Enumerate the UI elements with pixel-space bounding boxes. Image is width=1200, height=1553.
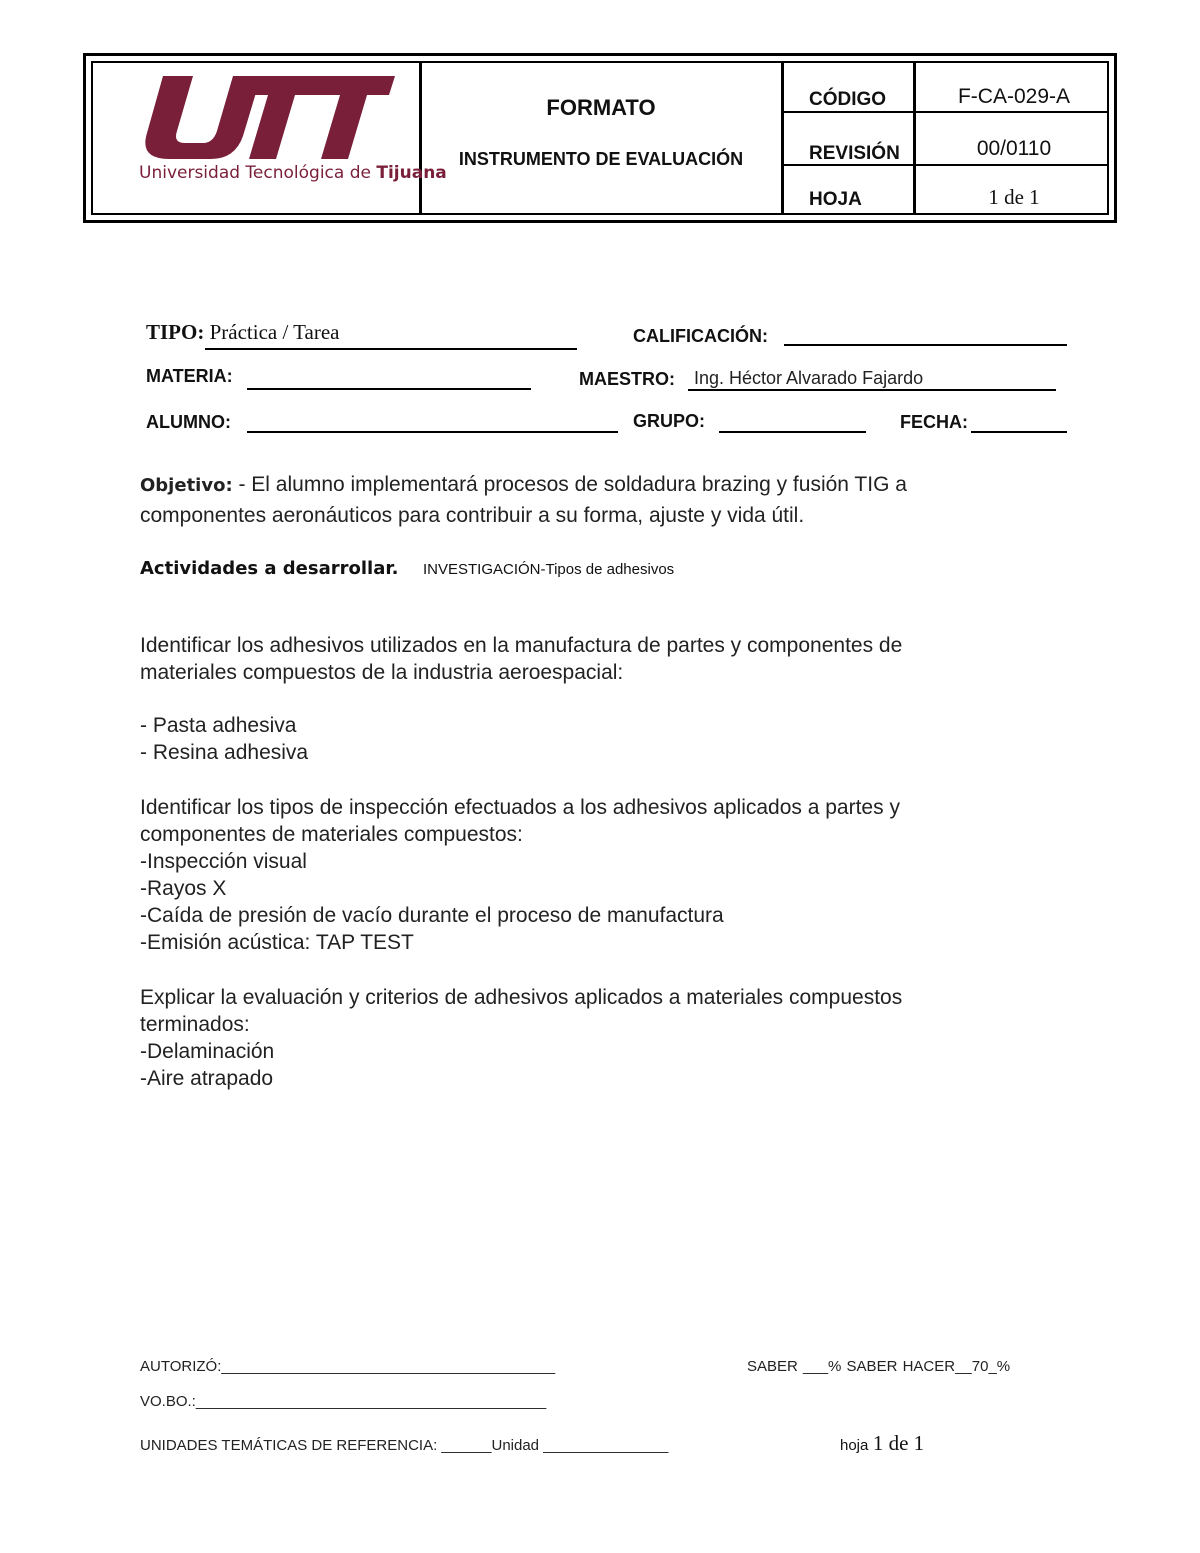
fecha-label: FECHA: [900,412,968,432]
revision-value: 00/0110 [976,137,1052,160]
saber-field: SABER ___% SABER HACER__70_% [747,1358,1011,1375]
maestro-value: Ing. Héctor Alvarado Fajardo [694,368,924,388]
list-item: -Caída de presión de vacío durante el proceso de manufactura [140,904,724,927]
activities-heading [140,558,674,579]
content-p2-line2: componentes de materiales compuestos: [140,823,523,846]
list-item: -Emisión acústica: TAP TEST [140,931,414,954]
tipo-underline[interactable] [205,348,577,350]
alumno-field[interactable] [247,431,618,433]
tipo-field [146,320,340,345]
fecha-field[interactable] [971,431,1067,433]
utt-logo [133,71,447,186]
logo-subtitle-city: Tijuana [376,163,447,183]
list-item: -Inspección visual [140,850,307,873]
grupo-label: GRUPO: [633,411,705,431]
list-item: - Resina adhesiva [140,741,309,764]
vobo-field: VO.BO.:__________________________________________ [140,1393,547,1410]
objective-line2: componentes aeronáuticos para contribuir a su forma, ajuste y vida útil. [140,504,805,527]
content-p2-line1: Identificar los tipos de inspección efectuados a los adhesivos aplicados a partes y [140,796,900,819]
activities-label: Actividades a desarrollar. [140,558,399,579]
calificacion-label: CALIFICACIÓN: [633,326,768,346]
tipo-label: TIPO: [146,320,205,344]
header-row-divider [783,111,1107,113]
grupo-field[interactable] [719,431,866,433]
logo-subtitle-prefix: Universidad Tecnológica de [139,163,377,183]
header-divider [781,63,784,213]
objective-text-1: - El alumno implementará procesos de soldadura brazing y fusión TIG a [232,473,907,496]
footer-hoja-label: hoja [840,1437,869,1454]
tipo-value: Práctica / Tarea [209,320,340,344]
list-item: - Pasta adhesiva [140,714,297,737]
calificacion-field[interactable] [784,344,1067,346]
list-item: -Aire atrapado [140,1067,274,1090]
footer-page-number [840,1431,924,1456]
maestro-field[interactable] [688,389,1056,391]
instrument-title: INSTRUMENTO DE EVALUACIÓN [458,149,744,169]
logo-subtitle [139,163,447,183]
list-item: -Rayos X [140,877,227,900]
format-title: FORMATO [546,95,656,120]
header-divider [419,63,422,213]
maestro-label: MAESTRO: [579,369,675,389]
materia-label: MATERIA: [146,366,233,386]
unidades-field: UNIDADES TEMÁTICAS DE REFERENCIA: ______Unidad _______________ [140,1437,669,1454]
content-p1-line2: materiales compuestos de la industria aeroespacial: [140,661,624,684]
header-inner-border [91,61,1109,215]
header-table [83,53,1117,223]
content-p1-line1: Identificar los adhesivos utilizados en la manufactura de partes y componentes de [140,634,903,657]
footer-hoja-value: 1 de 1 [872,1431,925,1455]
content-p3-line2: terminados: [140,1013,250,1036]
autorizo-field: AUTORIZÓ:________________________________________ [140,1358,556,1375]
objective-label: Objetivo: [140,475,233,496]
content-p3-line1: Explicar la evaluación y criterios de adhesivos aplicados a materiales compuestos [140,986,903,1009]
header-divider [913,63,916,213]
utt-logo-mark-icon [133,71,403,161]
hoja-value: 1 de 1 [988,185,1040,209]
activities-topic: INVESTIGACIÓN-Tipos de adhesivos [422,561,675,578]
codigo-value: F-CA-029-A [957,85,1071,108]
list-item: -Delaminación [140,1040,275,1063]
hoja-label: HOJA [809,189,862,210]
objective-line1 [140,471,907,499]
codigo-label: CÓDIGO [809,89,887,110]
materia-field[interactable] [247,388,531,390]
revision-label: REVISIÓN [809,143,900,164]
alumno-label: ALUMNO: [146,412,231,432]
